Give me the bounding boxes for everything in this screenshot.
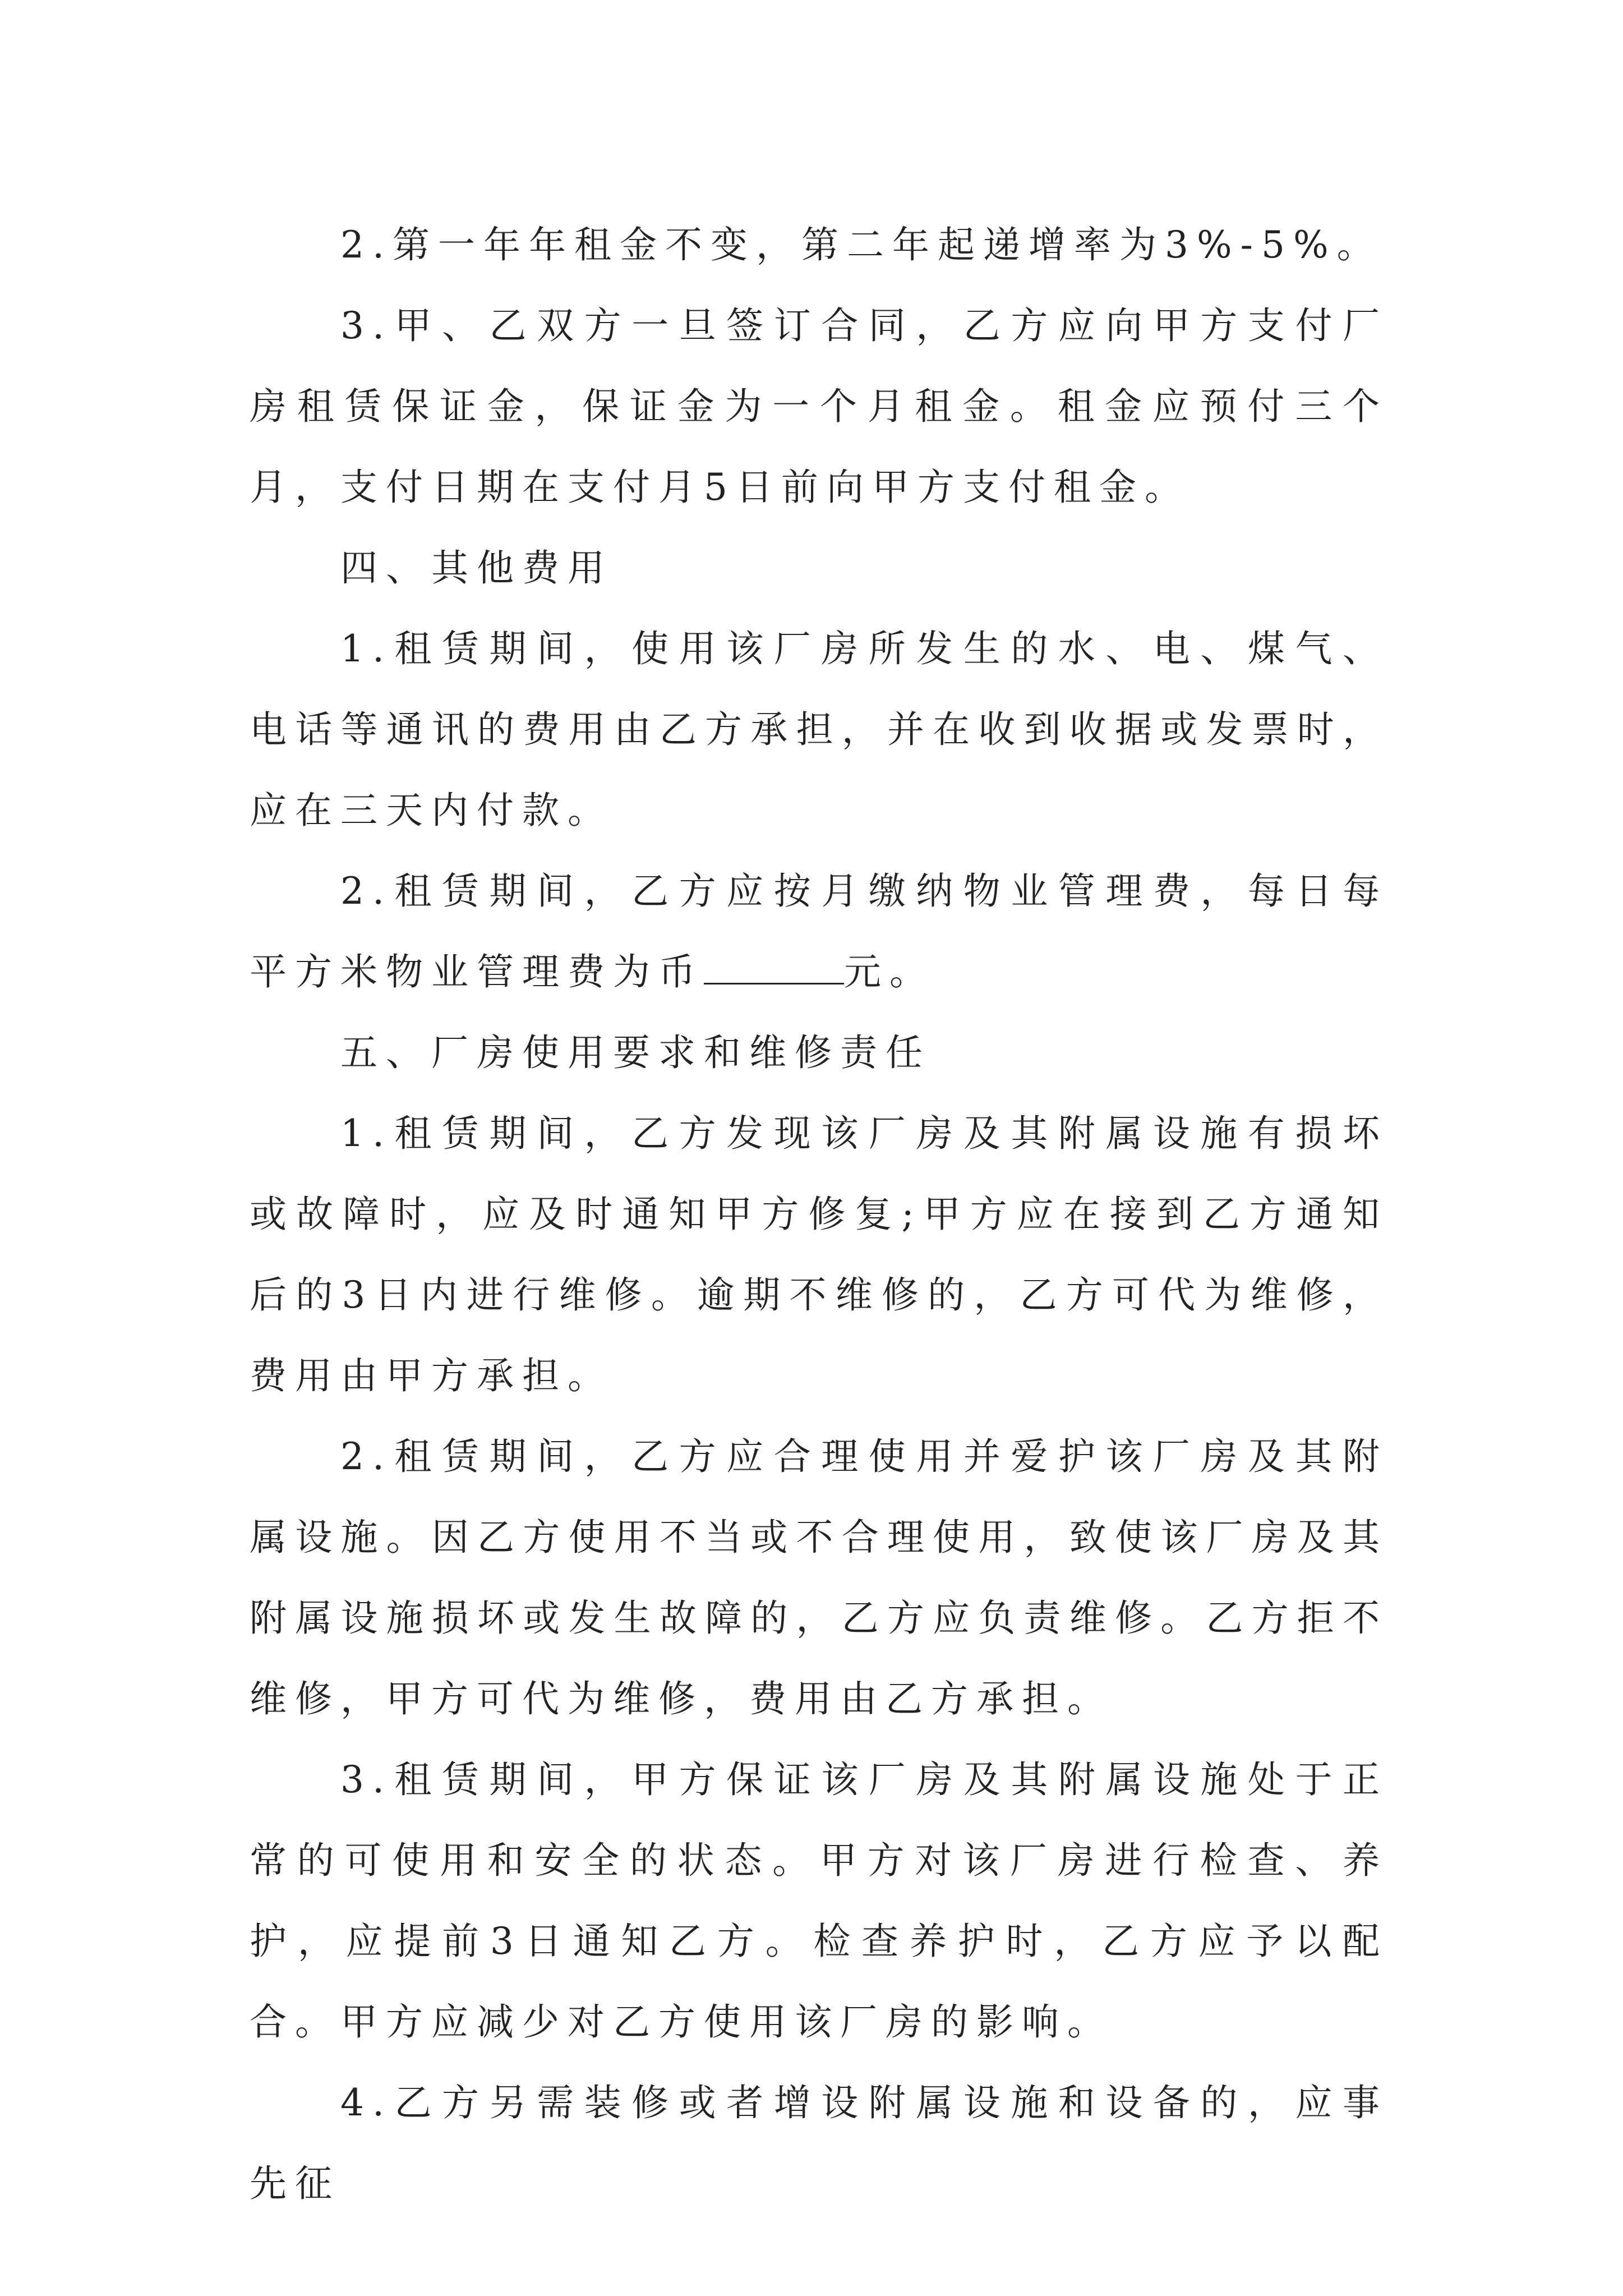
paragraph-tenant-care: 2.租赁期间，乙方应合理使用并爱护该厂房及其附属设施。因乙方使用不当或不合理使用，致使该厂房及其附属设施损坏或发生故障的，乙方应负责维修。乙方拒不维修，甲方可代为维修，费用由乙方承担。 [250, 1435, 1388, 1720]
paragraph-utilities: 1.租赁期间，使用该厂房所发生的水、电、煤气、电话等通讯的费用由乙方承担，并在收到收据或发票时，应在三天内付款。 [250, 627, 1388, 832]
property-fee-text: 2.租赁期间，乙方应按月缴纳物业管理费，每日每平方米物业管理费为币 [250, 869, 1388, 993]
paragraph-repair-notice: 1.租赁期间，乙方发现该厂房及其附属设施有损坏或故障时，应及时通知甲方修复;甲方应在接到乙方通知后的3日内进行维修。逾期不维修的，乙方可代为维修，费用由甲方承担。 [250, 1112, 1388, 1397]
paragraph-deposit: 3.甲、乙双方一旦签订合同，乙方应向甲方支付厂房租赁保证金，保证金为一个月租金。租金应预付三个月，支付日期在支付月5日前向甲方支付租金。 [250, 304, 1388, 509]
paragraph-landlord-guarantee: 3.租赁期间，甲方保证该厂房及其附属设施处于正常的可使用和安全的状态。甲方对该厂房进行检查、养护，应提前3日通知乙方。检查养护时，乙方应予以配合。甲方应减少对乙方使用该厂房的影响。 [250, 1758, 1388, 2044]
document-body [250, 205, 1388, 2224]
property-fee-unit: 元。 [844, 950, 935, 993]
paragraph-property-fee [250, 851, 1388, 1013]
section-heading-usage-maintenance: 五、厂房使用要求和维修责任 [340, 1031, 931, 1074]
paragraph-renovation: 4.乙方另需装修或者增设附属设施和设备的，应事先征 [250, 2081, 1388, 2205]
section-heading-other-fees: 四、其他费用 [340, 546, 613, 590]
paragraph-rent-increase: 2.第一年年租金不变，第二年起递增率为3%-5%。 [340, 223, 1382, 266]
fill-in-blank [704, 951, 844, 984]
